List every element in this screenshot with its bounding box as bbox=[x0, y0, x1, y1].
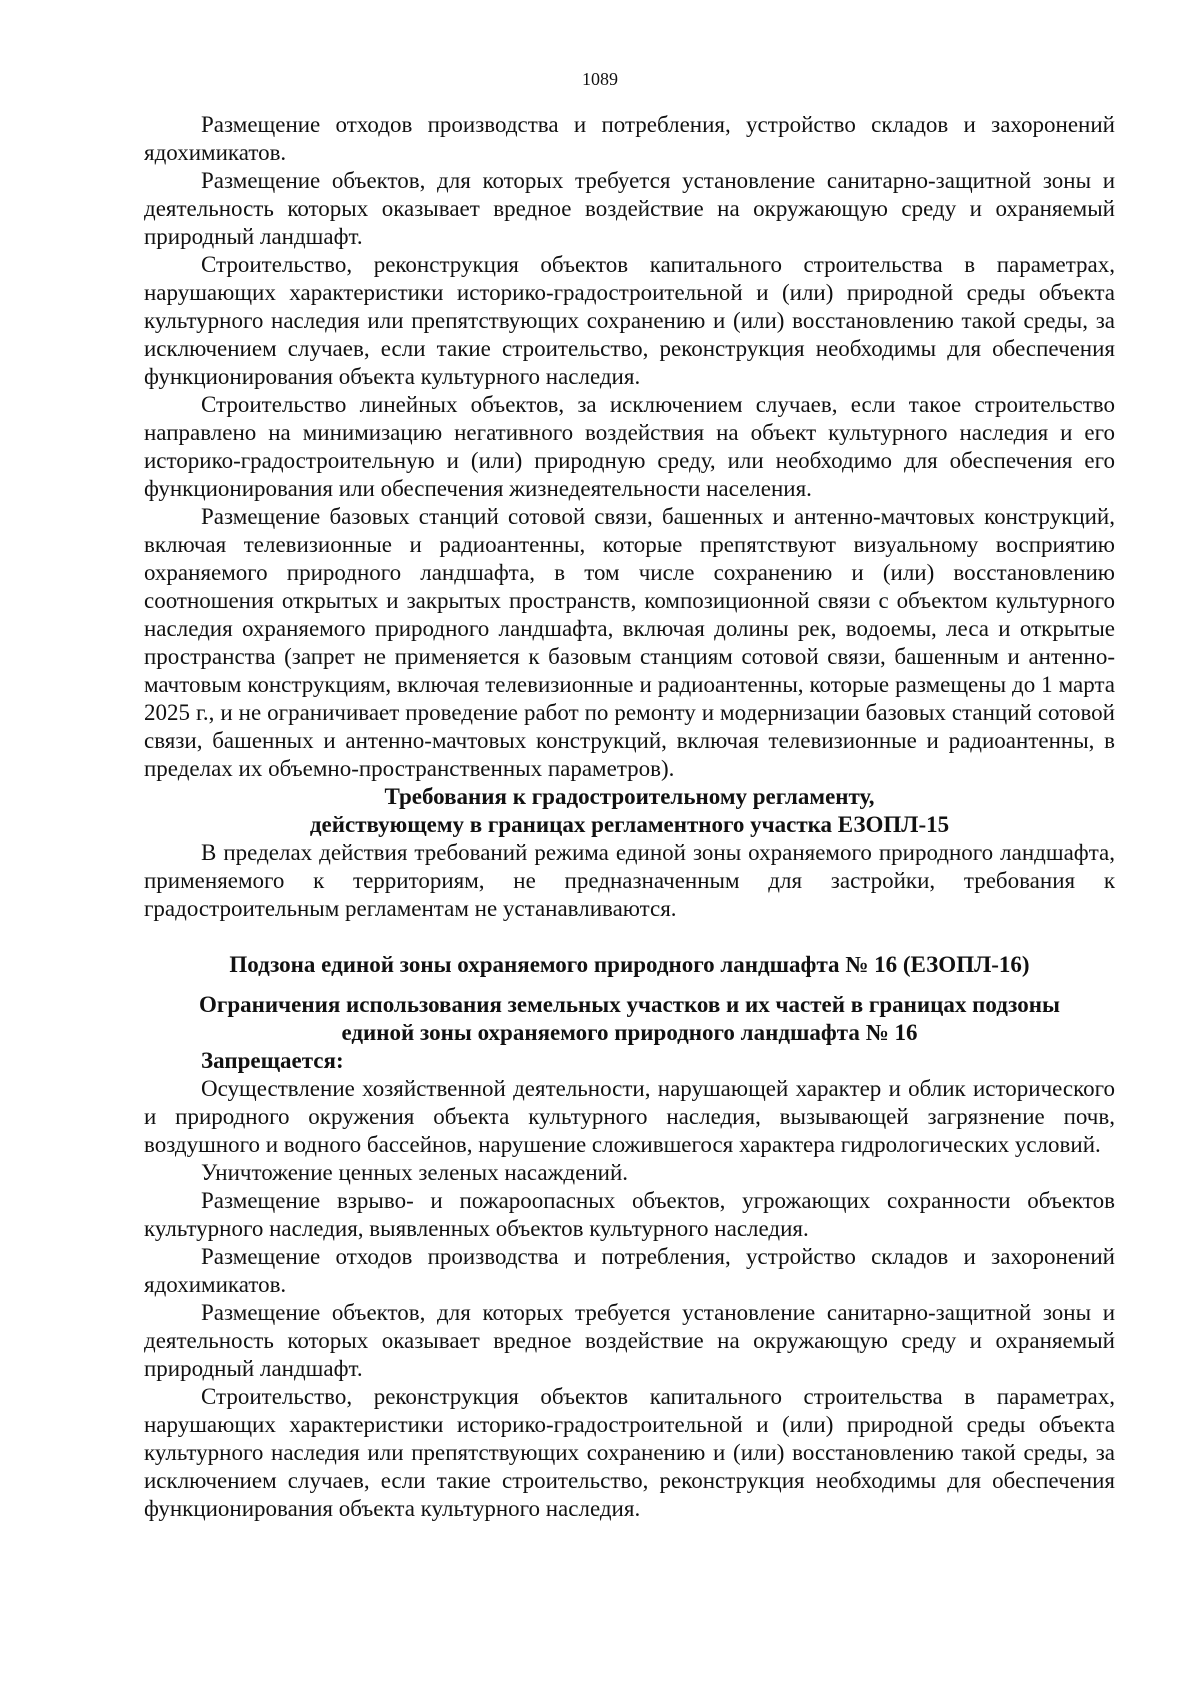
document-body bbox=[144, 111, 1115, 1523]
paragraph: Размещение базовых станций сотовой связи, башенных и антенно-мачтовых конструкций, включая телевизионные и радиоантенны, которые препятствуют визуальному восприятию охраняемого природного ландшафта, в том числе сохранению и (или) восстановлению соотношения открытых и закрытых пространств, композиционной связи с объектом культурного наследия охраняемого природного ландшафта, включая долины рек, водоемы, леса и открытые пространства (запрет не применяется к базовым станциям сотовой связи, башенным и антенно-мачтовым конструкциям, включая телевизионные и радиоантенны, которые размещены до 1 марта 2025 г., и не ограничивает проведение работ по ремонту и модернизации базовых станций сотовой связи, башенных и антенно-мачтовых конструкций, включая телевизионные и радиоантенны, в пределах их объемно-пространственных параметров). bbox=[144, 504, 1115, 781]
requirements-heading bbox=[144, 783, 1115, 839]
heading-line: Ограничения использования земельных участков и их частей в границах подзоны bbox=[199, 992, 1060, 1017]
forbidden-label: Запрещается: bbox=[201, 1048, 344, 1073]
subzone-title: Подзона единой зоны охраняемого природного ландшафта № 16 (ЕЗОПЛ-16) bbox=[229, 952, 1030, 977]
paragraph: Уничтожение ценных зеленых насаждений. bbox=[201, 1160, 629, 1185]
paragraph: Размещение отходов производства и потребления, устройство складов и захоронений ядохимикатов. bbox=[144, 112, 1115, 165]
paragraph: Размещение объектов, для которых требуется установление санитарно-защитной зоны и деятельность которых оказывает вредное воздействие на окружающую среду и охраняемый природный ландшафт. bbox=[144, 168, 1115, 249]
requirements-text: В пределах действия требований режима единой зоны охраняемого природного ландшафта, применяемого к территориям, не предназначенным для застройки, требования к градостроительным регламентам не устанавливаются. bbox=[144, 840, 1115, 921]
paragraph: Размещение взрыво- и пожароопасных объектов, угрожающих сохранности объектов культурного наследия, выявленных объектов культурного наследия. bbox=[144, 1188, 1115, 1241]
page-number: 1089 bbox=[582, 69, 618, 89]
paragraph: Строительство линейных объектов, за исключением случаев, если такое строительство направлено на минимизацию негативного воздействия на объект культурного наследия и его историко-градостроительную и (или) природную среду, или необходимо для обеспечения его функционирования или обеспечения жизнедеятельности населения. bbox=[144, 392, 1115, 501]
heading-line: единой зоны охраняемого природного ландшафта № 16 bbox=[341, 1020, 918, 1045]
heading-line: Требования к градостроительному регламенту, bbox=[384, 784, 875, 809]
restrictions-heading bbox=[144, 991, 1115, 1047]
paragraph: Осуществление хозяйственной деятельности, нарушающей характер и облик исторического и природного окружения объекта культурного наследия, вызывающей загрязнение почв, воздушного и водного бассейнов, нарушение сложившегося характера гидрологических условий. bbox=[144, 1076, 1115, 1157]
paragraph: Размещение отходов производства и потребления, устройство складов и захоронений ядохимикатов. bbox=[144, 1244, 1115, 1297]
paragraph: Размещение объектов, для которых требуется установление санитарно-защитной зоны и деятельность которых оказывает вредное воздействие на окружающую среду и охраняемый природный ландшафт. bbox=[144, 1300, 1115, 1381]
paragraph: Строительство, реконструкция объектов капитального строительства в параметрах, нарушающих характеристики историко-градостроительной и (или) природной среды объекта культурного наследия или препятствующих сохранению и (или) восстановлению такой среды, за исключением случаев, если такие строительство, реконструкция необходимы для обеспечения функционирования объекта культурного наследия. bbox=[144, 252, 1115, 389]
heading-line: действующему в границах регламентного участка ЕЗОПЛ-15 bbox=[309, 812, 950, 837]
paragraph: Строительство, реконструкция объектов капитального строительства в параметрах, нарушающих характеристики историко-градостроительной и (или) природной среды объекта культурного наследия или препятствующих сохранению и (или) восстановлению такой среды, за исключением случаев, если такие строительство, реконструкция необходимы для обеспечения функционирования объекта культурного наследия. bbox=[144, 1384, 1115, 1521]
